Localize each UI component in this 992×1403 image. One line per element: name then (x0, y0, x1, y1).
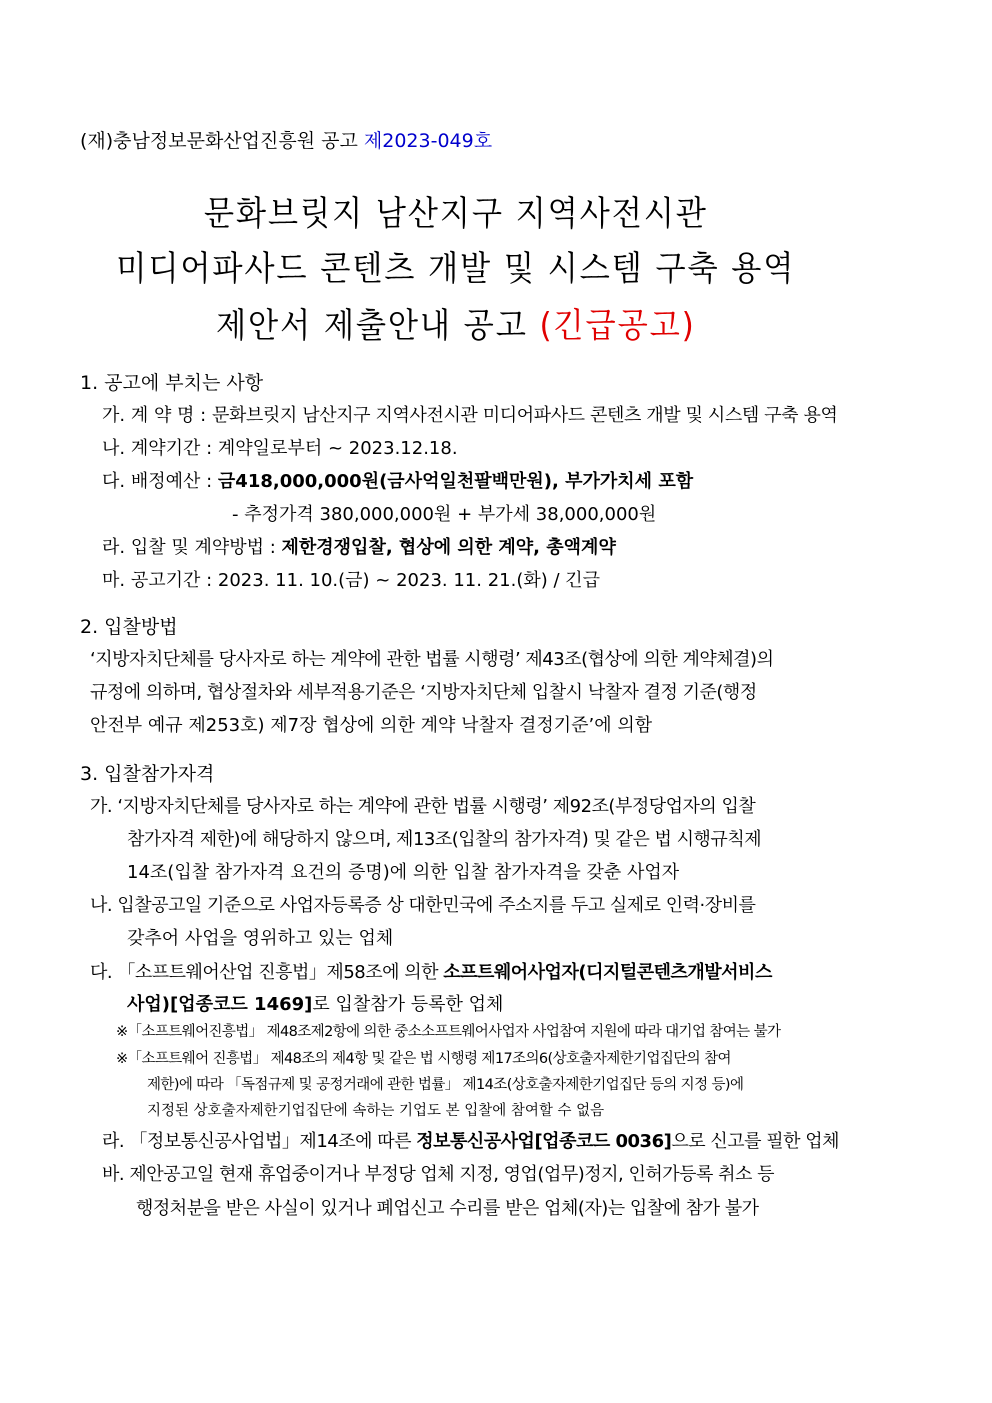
qualification-da-2 (127, 990, 503, 1016)
contract-period-value: 계약일로부터 ~ 2023.12.18. (217, 438, 458, 459)
estimated-price: - 추정가격 380,000,000원 + 부가세 38,000,000원 (232, 504, 657, 525)
contract-name-row (102, 401, 837, 427)
qualification-ga-3: 14조(입찰 참가자격 요건의 증명)에 의한 입찰 참가자격을 갖춘 사업자 (127, 862, 680, 883)
notice-period-value: 2023. 11. 10.(금) ~ 2023. 11. 21.(화) / 긴급 (217, 570, 601, 591)
qualification-da-business: 소프트웨어사업자(디지털콘텐츠개발서비스 (443, 962, 772, 983)
contract-name-label: 가. 계 약 명 : (102, 405, 212, 426)
title-line-2: 미디어파사드 콘텐츠 개발 및 시스템 구축 용역 (116, 249, 796, 289)
title-line-3 (0, 298, 912, 347)
qualification-na-1: 나. 입찰공고일 기준으로 사업자등록증 상 대한민국에 주소지를 두고 실제로 인력·장비를 (90, 895, 756, 916)
notice-period-label: 마. 공고기간 : (102, 570, 218, 591)
qualification-ba-1: 바. 제안공고일 현재 휴업중이거나 부정당 업체 지정, 영업(업무)정지, 인허가등록 취소 등 (102, 1164, 775, 1185)
bid-method-value: 제한경쟁입찰, 협상에 의한 계약, 총액계약 (281, 537, 616, 558)
note-chaebol-3: 지정된 상호출자제한기업집단에 속하는 기업도 본 입찰에 참여할 수 없음 (147, 1103, 605, 1119)
qualification-ga-2: 참가자격 제한)에 해당하지 않으며, 제13조(입찰의 참가자격) 및 같은 법 시행규칙제 (127, 829, 762, 850)
qualification-da-1 (90, 958, 772, 984)
bid-method-text-2: 규정에 의하며, 협상절차와 세부적용기준은 ‘지방자치단체 입찰시 낙찰자 결정 기준(행정 (90, 682, 757, 703)
title-line-1: 문화브릿지 남산지구 지역사전시관 (203, 194, 708, 234)
notice-code: 제2023-049호 (363, 130, 493, 152)
qualification-na-2: 갖추어 사업을 영위하고 있는 업체 (127, 928, 394, 949)
qualification-ga-1: 가. ‘지방자치단체를 당사자로 하는 계약에 관한 법률 시행령’ 제92조(부정당업자의 입찰 (90, 796, 756, 817)
qualification-ra (102, 1127, 839, 1153)
section-2-heading: 2. 입찰방법 (80, 616, 178, 638)
title-main: 제안서 제출안내 공고 (215, 306, 540, 346)
notice-period-row (102, 566, 600, 592)
bid-method-label: 라. 입찰 및 계약방법 : (102, 537, 282, 558)
note-chaebol-2: 제한)에 따라 「독점규제 및 공정거래에 관한 법률」 제14조(상호출자제한기업집단 등의 지정 등)에 (147, 1077, 744, 1093)
issuer-name: (재)충남정보문화산업진흥원 공고 (80, 130, 364, 152)
budget-row (102, 467, 693, 493)
bid-method-text-1: ‘지방자치단체를 당사자로 하는 계약에 관한 법률 시행령’ 제43조(협상에 의한 계약체결)의 (90, 649, 774, 670)
section-3-heading: 3. 입찰참가자격 (80, 763, 215, 785)
notice-number (80, 126, 492, 153)
budget-label: 다. 배정예산 : (102, 471, 218, 492)
bid-method-text-3: 안전부 예규 제253호) 제7장 협상에 의한 계약 낙찰자 결정기준’에 의함 (90, 715, 653, 736)
note-chaebol-1: ※「소프트웨어 진흥법」 제48조의 제4항 및 같은 법 시행령 제17조의6(상호출자제한기업집단의 참여 (116, 1051, 731, 1067)
qualification-da-code: 사업)[업종코드 1469] (127, 994, 313, 1015)
contract-period-row (102, 434, 458, 460)
contract-name-value: 문화브릿지 남산지구 지역사전시관 미디어파사드 콘텐츠 개발 및 시스템 구축 용역 (211, 405, 838, 426)
urgent-label: (긴급공고) (539, 306, 696, 346)
note-sw-promotion: ※「소프트웨어진흥법」 제48조제2항에 의한 중소소프트웨어사업자 사업참여 지원에 따라 대기업 참여는 불가 (116, 1024, 781, 1040)
bid-method-row (102, 533, 616, 559)
section-1-heading: 1. 공고에 부치는 사항 (80, 372, 264, 394)
qualification-ra-law: 라. 「정보통신공사업법」제14조에 따른 (102, 1131, 417, 1152)
qualification-ba-2: 행정처분을 받은 사실이 있거나 폐업신고 수리를 받은 업체(자)는 입찰에 참가 불가 (136, 1198, 759, 1219)
budget-value: 금418,000,000원(금사억일천팔백만원), 부가가치세 포함 (217, 471, 694, 492)
qualification-da-law: 다. 「소프트웨어산업 진흥법」제58조에 의한 (90, 962, 444, 983)
qualification-ra-tail: 으로 신고를 필한 업체 (671, 1131, 839, 1152)
qualification-ra-code: 정보통신공사업[업종코드 0036] (416, 1131, 672, 1152)
qualification-da-tail: 로 입찰참가 등록한 업체 (312, 994, 504, 1015)
contract-period-label: 나. 계약기간 : (102, 438, 218, 459)
